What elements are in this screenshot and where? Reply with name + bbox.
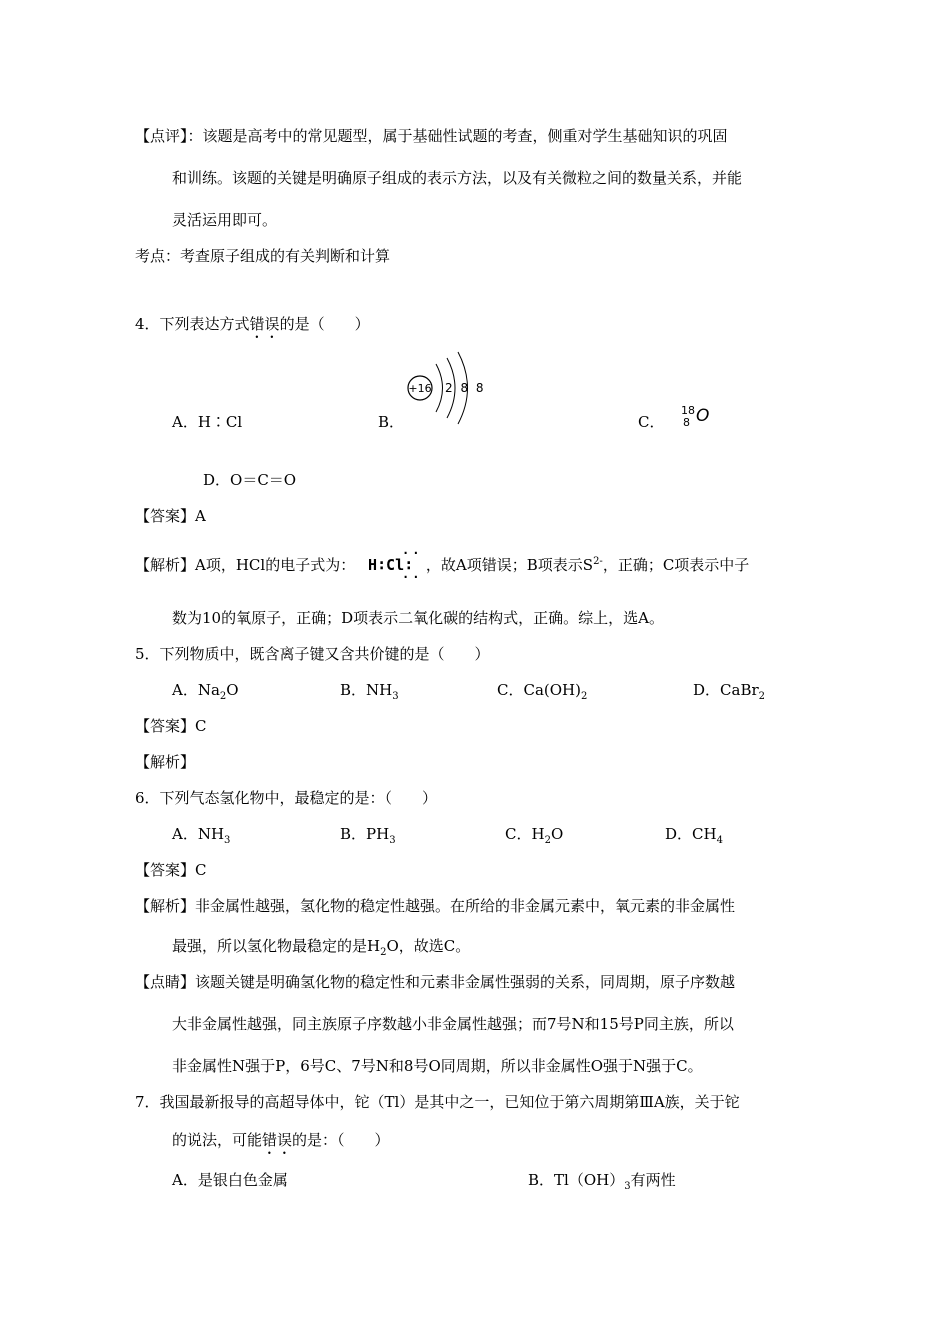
- q6-analysis-line-2-pre: 最强，所以氢化物最稳定的是H: [172, 937, 381, 955]
- q7-stem-line-2-pre: 的说法，可能: [172, 1131, 263, 1149]
- q5-stem: 5．下列物质中，既含离子键又含共价键的是（ ）: [135, 645, 490, 663]
- isotope-notation: [681, 404, 721, 434]
- q6-stem: 6．下列气态氢化物中，最稳定的是：（ ）: [135, 789, 438, 807]
- q5-option-a-post: O: [226, 681, 239, 699]
- q4-analysis-pre: 【解析】A项，HCl的电子式为：: [135, 556, 356, 574]
- q6-analysis-line-2: [172, 936, 470, 963]
- q5-option-b: [340, 680, 399, 707]
- q4-option-b-label: B．: [378, 413, 405, 431]
- q6-analysis-line-1: 【解析】非金属性越强，氢化物的稳定性越强。在所给的非金属元素中，氧元素的非金属性: [135, 897, 736, 915]
- q4-analysis-line-1: [135, 546, 750, 584]
- q7-stem-line-1: 7．我国最新报导的高超导体中，铊（Tl）是其中之一，已知位于第六周期第ⅢA族，关于铊: [135, 1093, 740, 1111]
- q7-option-b: [528, 1170, 676, 1197]
- review-line-3: 灵活运用即可。: [172, 211, 278, 229]
- q6-review-line-3: 非金属性N强于P，6号C、7号N和8号O同周期，所以非金属性O强于N强于C。: [172, 1057, 703, 1075]
- q6-option-b-sub: 3: [389, 835, 396, 846]
- q6-option-d-text: D．CH: [665, 825, 717, 843]
- q6-review-line-2: 大非金属性越强，同主族原子序数越小非金属性越强；而7号N和15号P同主族，所以: [172, 1015, 734, 1033]
- shell-electrons: 2 8 8: [445, 381, 486, 395]
- q5-option-b-sub: 3: [392, 691, 399, 702]
- q4-analysis-line-2: 数为10的氧原子，正确；D项表示二氧化碳的结构式，正确。综上，选A。: [172, 609, 664, 627]
- q5-answer: 【答案】C: [135, 717, 207, 735]
- q6-option-c-text: C．H: [505, 825, 545, 843]
- hcl-electron-formula: [367, 546, 423, 584]
- q5-option-d-text: D．CaBr: [693, 681, 759, 699]
- q6-option-d-sub: 4: [716, 835, 723, 846]
- q6-analysis-line-2-sub: 2: [380, 947, 387, 958]
- q4-analysis-mid: ，故A项错误；B项表示S: [425, 556, 594, 574]
- isotope-atomic-number: 8: [683, 416, 690, 429]
- q5-analysis: 【解析】: [135, 753, 196, 771]
- q7-stem-line-2-post: 的是：（ ）: [292, 1131, 390, 1149]
- q5-option-d-sub: 2: [758, 691, 766, 702]
- nucleus-charge: +16: [408, 382, 432, 395]
- q6-option-c-sub: 2: [544, 835, 551, 846]
- q5-option-c-text: C．Ca(OH): [497, 681, 581, 699]
- q5-option-a: [172, 680, 239, 707]
- q6-answer: 【答案】C: [135, 861, 207, 879]
- electron-dots-top: ··: [401, 546, 423, 560]
- q6-option-c-post: O: [550, 825, 564, 843]
- q5-option-d: [693, 680, 765, 707]
- q4-stem: [135, 314, 370, 342]
- q5-option-a-sub: 2: [219, 691, 227, 702]
- q6-option-c: [505, 824, 563, 851]
- q7-option-b-post: 有两性: [630, 1171, 676, 1189]
- q6-review-line-1: 【点睛】该题关键是明确氢化物的稳定性和元素非金属性强弱的关系，同周期，原子序数越: [135, 973, 736, 991]
- q6-option-a-text: A．NH: [172, 825, 225, 843]
- q4-stem-pre: 4．下列表达方式: [135, 315, 250, 333]
- q7-stem-line-2: [172, 1130, 390, 1158]
- kaodian-line: 考点：考查原子组成的有关判断和计算: [135, 247, 391, 265]
- q7-stem-emphasis: 错误: [262, 1131, 293, 1149]
- q4-analysis-sup: 2-: [593, 556, 603, 567]
- q6-option-a-sub: 3: [224, 835, 231, 846]
- isotope-symbol: O: [696, 406, 710, 426]
- q5-option-a-text: A．Na: [172, 681, 220, 699]
- q6-option-b: [340, 824, 396, 851]
- isotope-mass-number: 18: [681, 404, 695, 417]
- q4-option-d: D．O＝C＝O: [203, 471, 297, 489]
- electron-dots-bottom: ··: [401, 570, 423, 584]
- q6-option-b-text: B．PH: [340, 825, 390, 843]
- q5-option-c: [497, 680, 587, 707]
- review-line-1: 【点评】：该题是高考中的常见题型，属于基础性试题的考查，侧重对学生基础知识的巩固: [135, 127, 728, 145]
- q6-option-a: [172, 824, 230, 851]
- q4-analysis-post: ，正确；C项表示中子: [602, 556, 750, 574]
- q4-option-a: A．H∶Cl: [172, 413, 243, 431]
- q6-option-d: [665, 824, 723, 851]
- review-line-2: 和训练。该题的关键是明确原子组成的表示方法，以及有关微粒之间的数量关系，并能: [172, 169, 743, 187]
- shell-arc-1: [436, 364, 443, 412]
- q4-stem-post: 的是（ ）: [279, 315, 370, 333]
- q5-option-b-text: B．NH: [340, 681, 393, 699]
- hcl-formula-text: H∶Cl∶: [367, 556, 414, 574]
- q7-option-b-text: B．Tl（OH）: [528, 1171, 625, 1189]
- q4-stem-emphasis: 错误: [249, 315, 280, 333]
- q5-option-c-sub: 2: [580, 691, 588, 702]
- atom-structure-diagram: [403, 348, 486, 428]
- q4-option-c-label: C．: [638, 413, 665, 431]
- q6-analysis-line-2-post: O，故选C。: [386, 937, 471, 955]
- q7-option-b-sub: 3: [624, 1181, 631, 1192]
- q7-option-a: A．是银白色金属: [172, 1171, 288, 1189]
- q4-answer: 【答案】A: [135, 507, 206, 525]
